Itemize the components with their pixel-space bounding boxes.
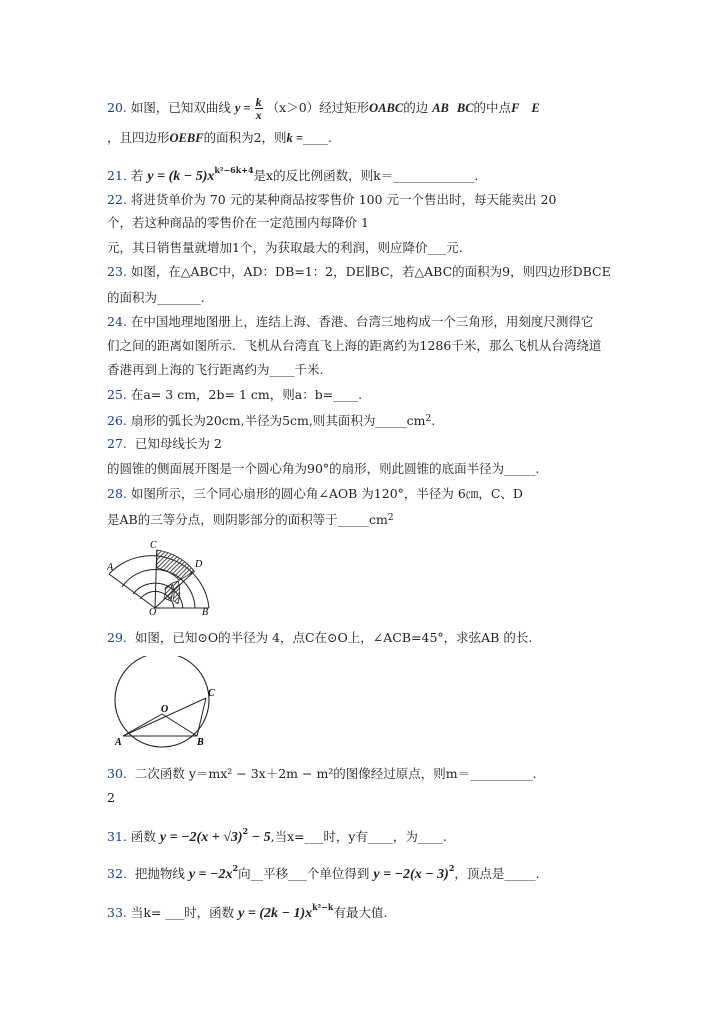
- q20-fraction: $\frac{k}{x}$: [255, 95, 262, 122]
- q24-line2: 们之间的距离如图所示．飞机从台湾直飞上海的距离约为1286千米，那么飞机从台湾绕道: [107, 338, 602, 353]
- q25-line: 25. 在a= 3 cm，2b= 1 cm，则a：b=____.: [107, 387, 363, 402]
- label-b: B: [202, 607, 209, 615]
- q23-line1: 23. 如图，在△ABC中，AD：DB=1：2，DE∥BC，若△ABC的面积为9，则四边形DBCE: [107, 264, 611, 279]
- label-o: O: [149, 607, 157, 615]
- q27-line1: 27. 已知母线长为 2: [107, 436, 222, 451]
- q22-line2: 个，若这种商品的零售价在一定范围内每降价 1: [107, 215, 369, 230]
- figure-concentric-sectors: [107, 537, 219, 615]
- q31-line: 31. 函数 $y = -2(x + √3)^2 - 5$,当x=___时，y有____，为____.: [107, 826, 447, 845]
- q23-line2: 的面积为_______.: [107, 290, 205, 305]
- q22-line1: 22. 将进货单价为 70 元的某种商品按零售价 100 元一个售出时，每天能卖出 20: [107, 192, 557, 207]
- q32-line: 32. 把抛物线 $y = -2x^2$向__平移___个单位得到 $y = -2(x - 3)^2$，顶点是_____.: [107, 863, 540, 882]
- q22-line3: 元，其日销售量就增加1个，为获取最大的利润，则应降价___元.: [107, 240, 463, 255]
- q29-line: 29. 如图，已知⊙O的半径为 4，点C在⊙O上，∠ACB=45°，求弦AB 的长.: [107, 630, 533, 645]
- q21-line: 21. 若 $y = (k - 5)x^{k^2-6k+4}$是x的反比例函数，则k＝_____________.: [107, 165, 479, 184]
- q24-line3: 香港再到上海的飞行距离约为____千米.: [107, 362, 324, 377]
- q30-line: 30. 二次函数 y＝mx² − 3x＋2m − m²的图像经过原点，则m＝__________.: [107, 766, 537, 781]
- label-c: C: [208, 688, 215, 699]
- q20-number: 20.: [107, 100, 127, 115]
- q33-line: 33. 当k= ___时，函数 $y = (2k - 1)x^{k^2-k}$有最大值.: [107, 902, 388, 921]
- q21-number: 21.: [107, 168, 127, 183]
- label-d: D: [195, 559, 203, 570]
- q26-line: 26. 扇形的弧长为20cm,半径为5cm,则其面积为$\_\_\_\_\_cm^2$.: [107, 413, 436, 428]
- figure-circle-chord: [107, 656, 229, 751]
- q20-line2: ，且四边形OEBF的面积为2，则k =____.: [107, 130, 333, 145]
- label-o: O: [161, 704, 169, 715]
- label-a: A: [115, 737, 122, 748]
- label-c: C: [150, 540, 157, 551]
- q20-line1: 20. 如图，已知双曲线 y = $\frac{k}{x}$ （x＞0）经过矩形OABC的边 AB BC的中点F E: [107, 95, 540, 122]
- q28-line1: 28. 如图所示，三个同心扇形的圆心角∠AOB 为120°，半径为 6㎝，C、D: [107, 486, 523, 501]
- label-a: A: [107, 562, 114, 573]
- q28-line2: 是AB的三等分点，则阴影部分的面积等于$\_\_\_\_\_cm^2$: [107, 512, 394, 527]
- stray-number: 2: [107, 790, 115, 805]
- q27-line2: 的圆锥的侧面展开图是一个圆心角为90°的扇形，则此圆锥的底面半径为_____.: [107, 461, 540, 476]
- label-b: B: [197, 737, 204, 748]
- q24-line1: 24. 在中国地理地图册上，连结上海、香港、台湾三地构成一个三角形，用刻度尺测得它: [107, 314, 594, 329]
